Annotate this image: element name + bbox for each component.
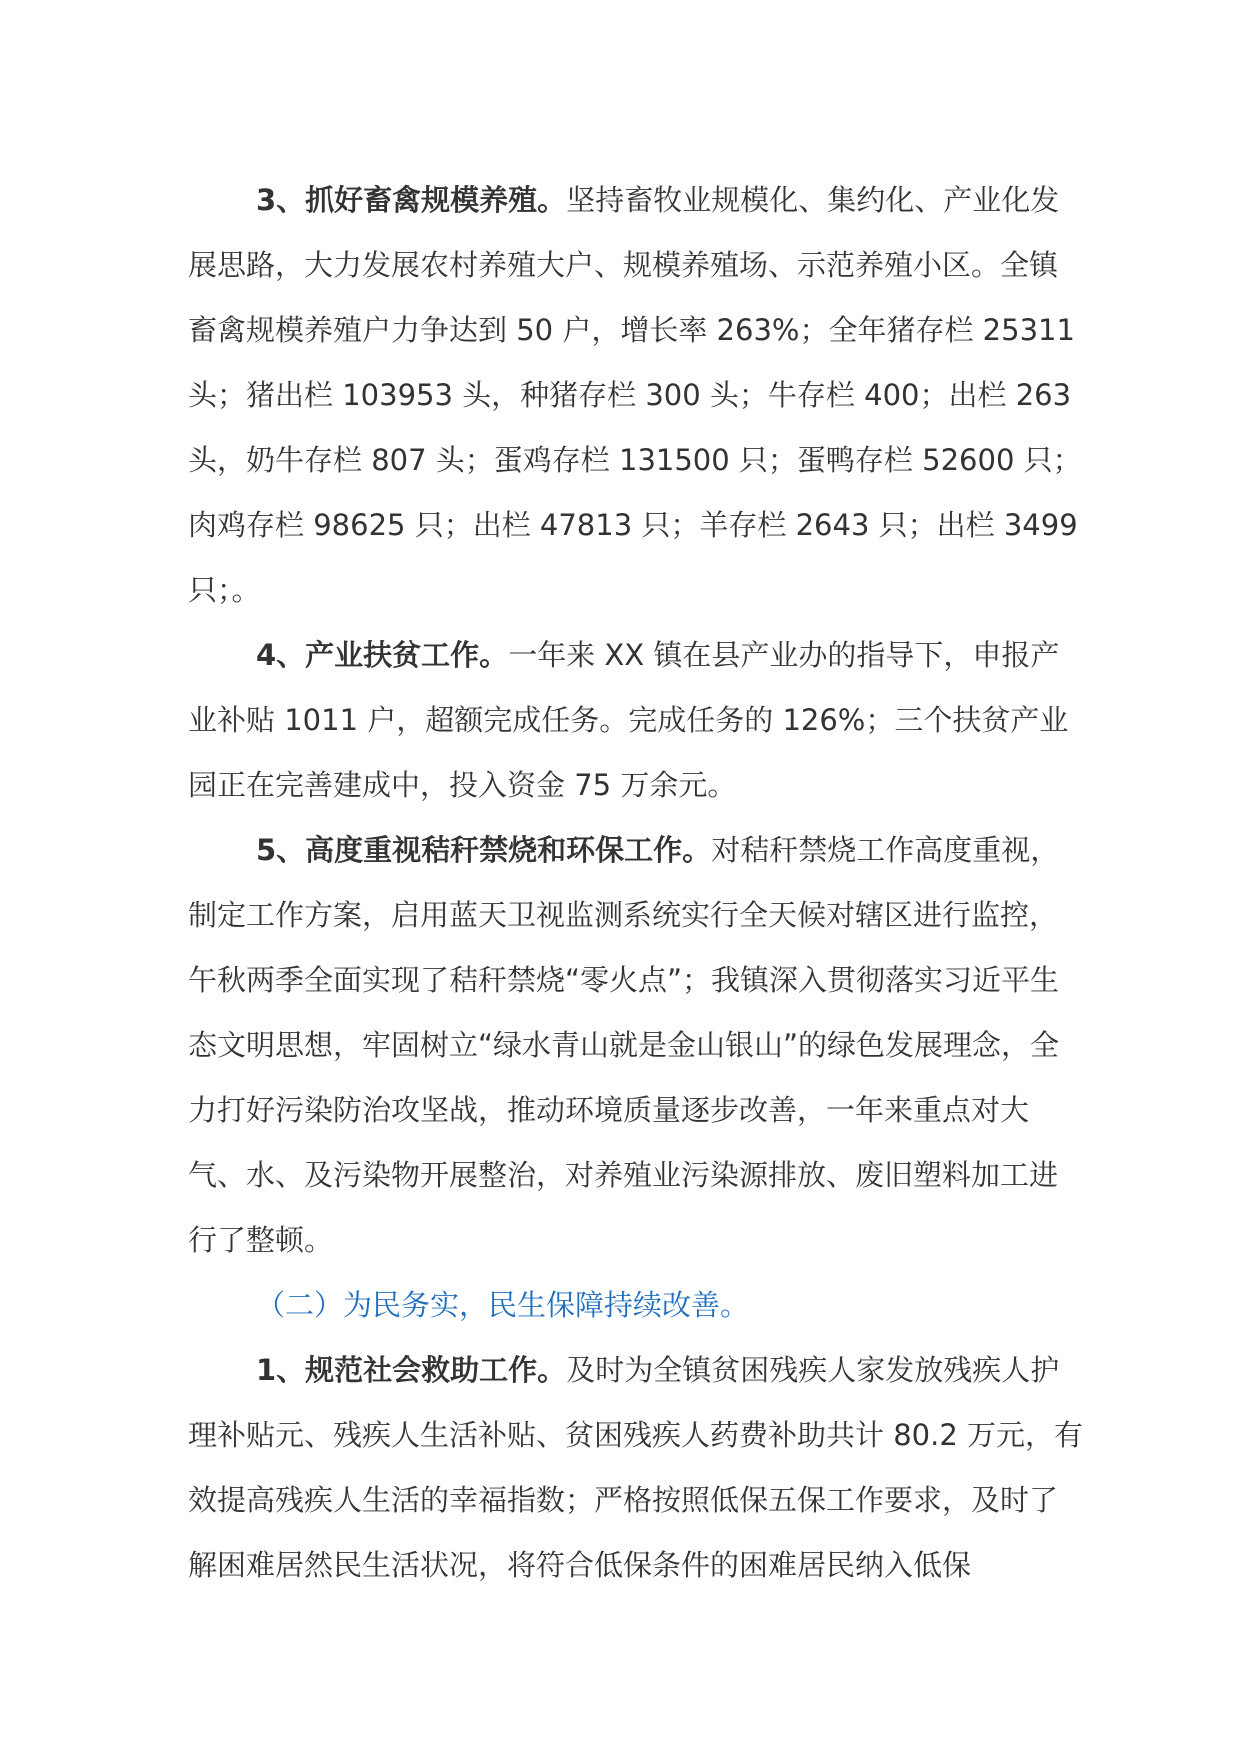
paragraph-lead: 3、抓好畜禽规模养殖。 [256, 183, 567, 217]
paragraph-lead: 4、产业扶贫工作。 [256, 638, 509, 672]
document-page [188, 168, 1084, 1598]
paragraph-body: 对秸秆禁烧工作高度重视，制定工作方案，启用蓝天卫视监测系统实行全天候对辖区进行监控，午秋两季全面实现了秸秆禁烧“零火点”；我镇深入贯彻落实习近平生态文明思想，牢固树立“绿水青山就是金山银山”的绿色发展理念，全力打好污染防治攻坚战，推动环境质量逐步改善，一年来重点对大气、水、及污染物开展整治，对养殖业污染源排放、废旧塑料加工进行了整顿。 [188, 833, 1060, 1257]
paragraph-poverty-alleviation [188, 623, 1084, 818]
paragraph-lead: 5、高度重视秸秆禁烧和环保工作。 [256, 833, 712, 867]
paragraph-lead: 1、规范社会救助工作。 [256, 1353, 567, 1387]
paragraph-environment [188, 818, 1084, 1273]
section-subheading: （二）为民务实，民生保障持续改善。 [256, 1288, 750, 1322]
paragraph-body: 一年来 XX 镇在县产业办的指导下，申报产业补贴 1011 户，超额完成任务。完成任务的 126%；三个扶贫产业园正在完善建成中，投入资金 75 万余元。 [188, 638, 1069, 802]
paragraph-body: 及时为全镇贫困残疾人家发放残疾人护理补贴元、残疾人生活补贴、贫困残疾人药费补助共计 80.2 万元，有效提高残疾人生活的幸福指数；严格按照低保五保工作要求，及时了解困难居然民生活状况，将符合低保条件的困难居民纳入低保 [188, 1353, 1084, 1582]
paragraph-body: 坚持畜牧业规模化、集约化、产业化发展思路，大力发展农村养殖大户、规模养殖场、示范养殖小区。全镇畜禽规模养殖户力争达到 50 户，增长率 263%；全年猪存栏 25311 头；猪出栏 103953 头，种猪存栏 300 头；牛存栏 400；出栏 263 头，奶牛存栏 807 头；蛋鸡存栏 131500 只；蛋鸭存栏 52600 只；肉鸡存栏 98625 只；出栏 47813 只；羊存栏 2643 只；出栏 3499 只；。 [188, 183, 1082, 607]
paragraph-social-assistance [188, 1338, 1084, 1598]
paragraph-livestock [188, 168, 1084, 623]
